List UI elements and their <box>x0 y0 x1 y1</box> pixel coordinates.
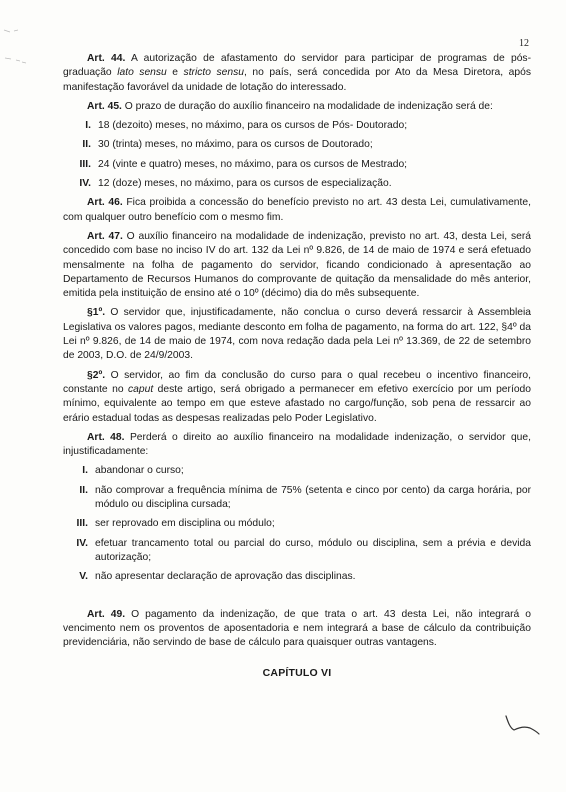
list-item: I. 18 (dezoito) meses, no máximo, para os cursos de Pós- Doutorado; <box>85 120 408 132</box>
list-item: I. abandonar o curso; <box>82 465 184 477</box>
article-label: Art. 46. <box>87 197 123 209</box>
article-45-items <box>63 119 531 191</box>
list-item: III. ser reprovado em disciplina ou módulo; <box>76 518 275 530</box>
article-46: Art. 46. Fica proibida a concessão do benefício previsto no art. 43 desta Lei, cumulativamente, com qualquer outro benefício com o mesmo fim. <box>63 197 531 223</box>
article-48-items <box>63 464 531 584</box>
article-47-paragraph-2: §2º. O servidor, ao fim da conclusão do curso para o qual recebeu o incentivo financeiro, constante no caput deste artigo, será obrigado a permanecer em efetivo exercício por um período mínimo, equivalente ao tempo em que esteve afastado no cargo/função, sob pena de ressarcir ao erário estadual todas as despesas realizadas pelo Poder Legislativo. <box>63 369 531 424</box>
list-item: II. não comprovar a frequência mínima de 75% (setenta e cinco por cento) da carga horária, por módulo ou disciplina cursada; <box>79 484 531 511</box>
article-label: Art. 47. <box>87 230 123 242</box>
article-48: Art. 48. Perderá o direito ao auxílio financeiro na modalidade indenização, o servidor que, injustificadamente: <box>63 431 531 458</box>
article-49: Art. 49. O pagamento da indenização, de que trata o art. 43 desta Lei, não integrará o vencimento nem os proventos de aposentadoria e nem integrará a base de cálculo da contribuição previdenciária, não servindo de base de cálculo para quaisquer outras vantagens. <box>63 608 531 649</box>
article-44: Art. 44. A autorização de afastamento do servidor para participar de programas de pós-graduação lato sensu e stricto sensu, no país, será concedida por Ato da Mesa Diretora, após manifestação favorável da unidade de lotação do interessado. <box>63 53 531 93</box>
document-body <box>63 52 531 681</box>
list-item: III. 24 (vinte e quatro) meses, no máximo, para os cursos de Mestrado; <box>79 158 408 170</box>
list-item: V. não apresentar declaração de aprovação das disciplinas. <box>79 571 356 583</box>
list-item: IV. efetuar trancamento total ou parcial do curso, módulo ou disciplina, sem a prévia e devida autorização; <box>76 537 531 563</box>
article-label: Art. 49. <box>87 608 126 620</box>
article-47-paragraph-1: §1º. O servidor que, injustificadamente, não conclua o curso deverá ressarcir à Assembleia Legislativa os valores pagos, mediante desconto em folha de pagamento, na forma do art. 122, §4º da Lei nº 9.826, de 14 de maio de 1974, com nova redação dada pela Lei nº 13.369, de 22 de setembro de 2003, D.O. de 24/9/2003. <box>63 307 531 362</box>
paragraph-label: §2º. <box>87 369 106 381</box>
handwritten-mark <box>502 710 542 740</box>
spacer <box>63 590 531 608</box>
article-label: Art. 48. <box>87 431 125 443</box>
list-item: II. 30 (trinta) meses, no máximo, para os cursos de Doutorado; <box>82 139 373 151</box>
article-label: Art. 45. <box>87 100 122 112</box>
paragraph-label: §1º. <box>87 307 106 319</box>
page-number: 12 <box>519 38 529 49</box>
chapter-heading: CAPÍTULO VI <box>262 667 332 680</box>
list-item: IV. 12 (doze) meses, no máximo, para os cursos de especialização. <box>79 178 392 190</box>
scan-artifact-marks <box>2 28 42 68</box>
article-label: Art. 44. <box>87 53 126 64</box>
article-47: Art. 47. O auxílio financeiro na modalidade de indenização, previsto no art. 43, desta Lei, será concedido com base no inciso IV do art. 132 da Lei nº 9.826, de 14 de maio de 1974 e será efetuado mensalmente na folha de pagamento do servidor, ficando condicionado à apresentação ao Departamento de Recursos Humanos do comprovante de quitação da mensalidade do mês anterior, emitida pela instituição de ensino até o 10º (décimo) dia do mês subsequente. <box>63 230 531 300</box>
article-45: Art. 45. O prazo de duração do auxílio financeiro na modalidade de indenização será de: <box>87 100 493 112</box>
